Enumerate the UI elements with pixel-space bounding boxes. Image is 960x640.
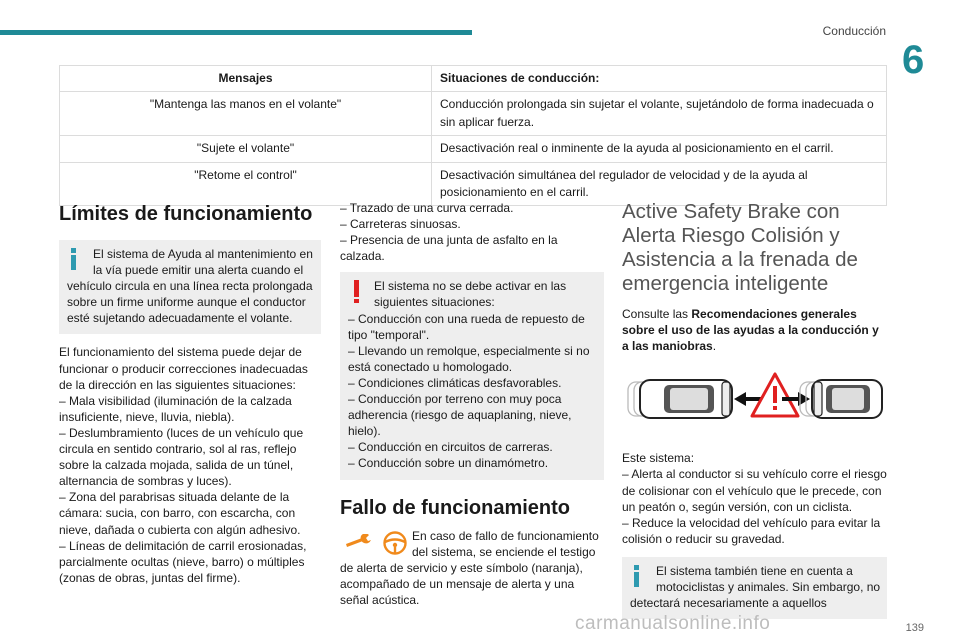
asb-consult (622, 306, 887, 354)
asb-heading-line: Alerta Riesgo Colisión y (622, 224, 840, 247)
limits-info-text: El sistema de Ayuda al mantenimiento en la vía puede emitir una alerta cuando el vehículo circula en una línea recta prolongada sobre un firme uniforme aunque el conductor esté sujetando adecuadamente el volante. (67, 247, 313, 326)
info-icon (630, 563, 652, 587)
wrench-icon (344, 534, 374, 548)
column-middle (340, 200, 604, 608)
asb-consult-post: . (712, 339, 717, 354)
column-right (622, 200, 887, 629)
warning-item: – Llevando un remolque, especialmente si no está conectado u homologado. (348, 343, 590, 374)
warning-item: – Conducción en circuitos de carreras. (348, 440, 553, 455)
limits-heading: Límites de funcionamiento (59, 203, 313, 225)
limits-item: – Deslumbramiento (luces de un vehículo que circula en sentido contrario, sol al ras, reflejo sobre la calzada mojada, salida de un túnel, alternancia de sombras y luces). (59, 425, 304, 489)
chapter-number: 6 (902, 38, 925, 82)
messages-table (59, 65, 887, 206)
warning-item: – Conducción con una rueda de repuesto de tipo "temporal". (348, 311, 585, 342)
limits-item: – Zona del parabrisas situada delante de la cámara: sucia, con barro, con escarcha, con nieve, dañada o cubierta con algún adhesivo. (59, 490, 301, 537)
limits-info-box (59, 240, 321, 334)
asb-heading-line: Active Safety Brake con (622, 200, 840, 223)
asb-consult-pre: Consulte las (622, 307, 692, 321)
asb-system-item: – Reduce la velocidad del vehículo para evitar la colisión o reducir su gravedad. (622, 515, 881, 546)
warning-icon (348, 278, 370, 302)
header-accent-bar (0, 30, 472, 35)
warning-box (340, 272, 604, 479)
limits-intro: El funcionamiento del sistema puede dejar de funcionar o producir correcciones inadecuadas de la dirección en las siguientes situaciones: (59, 345, 308, 392)
warning-item: – Condiciones climáticas desfavorables. (348, 375, 562, 390)
asb-system-item: – Alerta al conductor si su vehículo corre el riesgo de colisionar con el vehículo que le precede, con un peatón o, según versión, con un ciclista. (622, 467, 887, 514)
table-cell-situation: Desactivación real o inminente de la ayuda al posicionamiento en el carril. (432, 136, 887, 162)
asb-info-text: El sistema también tiene en cuenta a motociclistas y animales. Sin embargo, no detectará necesariamente a aquellos (630, 563, 881, 611)
limits-item: – Líneas de delimitación de carril erosionadas, parcialmente ocultas (nieve, barro) o múltiples (zonas de obras, juntas del firme). (59, 538, 307, 585)
fault-text: En caso de fallo de funcionamiento del sistema, se enciende el testigo de alerta de servicio y este símbolo (naranja), acompañado de un mensaje de alerta y una señal acústica. (340, 528, 599, 607)
fault-heading: Fallo de funcionamiento (340, 496, 571, 519)
fault-block (340, 528, 604, 608)
limits-item: – Trazado de una curva cerrada. (340, 201, 514, 215)
asb-system-intro: Este sistema: (622, 451, 695, 466)
steering-wheel-icon (382, 530, 408, 556)
warning-item: – Conducción por terreno con muy poca adherencia (riesgo de aquaplaning, nieve, hielo). (348, 392, 572, 439)
limits-item: – Presencia de una junta de asfalto en la calzada. (340, 233, 558, 264)
page-number: 139 (905, 622, 924, 634)
collision-warning-illustration (622, 368, 887, 432)
asb-info-box (622, 557, 887, 619)
asb-heading-line: emergencia inteligente (622, 272, 829, 295)
asb-heading-line: Asistencia a la frenada de (622, 248, 858, 271)
table-header-messages: Mensajes (60, 66, 432, 92)
warning-title: El sistema no se debe activar en las siguientes situaciones: (374, 279, 567, 310)
table-cell-message: "Mantenga las manos en el volante" (60, 92, 432, 136)
asb-consult-link: Recomendaciones generales sobre el uso de las ayudas a la conducción y a las maniobras (622, 307, 879, 354)
table-header-situations: Situaciones de conducción: (432, 66, 887, 92)
limits-item: – Carreteras sinuosas. (340, 217, 461, 232)
section-title: Conducción (822, 24, 886, 38)
warning-item: – Conducción sobre un dinamómetro. (348, 456, 549, 471)
table-row (60, 136, 887, 162)
table-cell-situation: Conducción prolongada sin sujetar el volante, sujetándolo de forma inadecuada o sin aplicar fuerza. (432, 92, 887, 136)
watermark: carmanualsonline.info (575, 613, 771, 634)
fault-icons (340, 528, 412, 556)
table-cell-message: "Sujete el volante" (60, 136, 432, 162)
column-left (59, 200, 321, 594)
table-cell-message: "Retome el control" (60, 162, 432, 206)
info-icon (67, 246, 89, 270)
table-cell-situation: Desactivación simultánea del regulador de velocidad y de la ayuda al posicionamiento en el carril. (432, 162, 887, 206)
table-header-row (60, 66, 887, 92)
limits-item: – Mala visibilidad (iluminación de la calzada insuficiente, nieve, lluvia, niebla). (59, 393, 292, 424)
asb-heading (622, 200, 887, 296)
table-row (60, 92, 887, 136)
